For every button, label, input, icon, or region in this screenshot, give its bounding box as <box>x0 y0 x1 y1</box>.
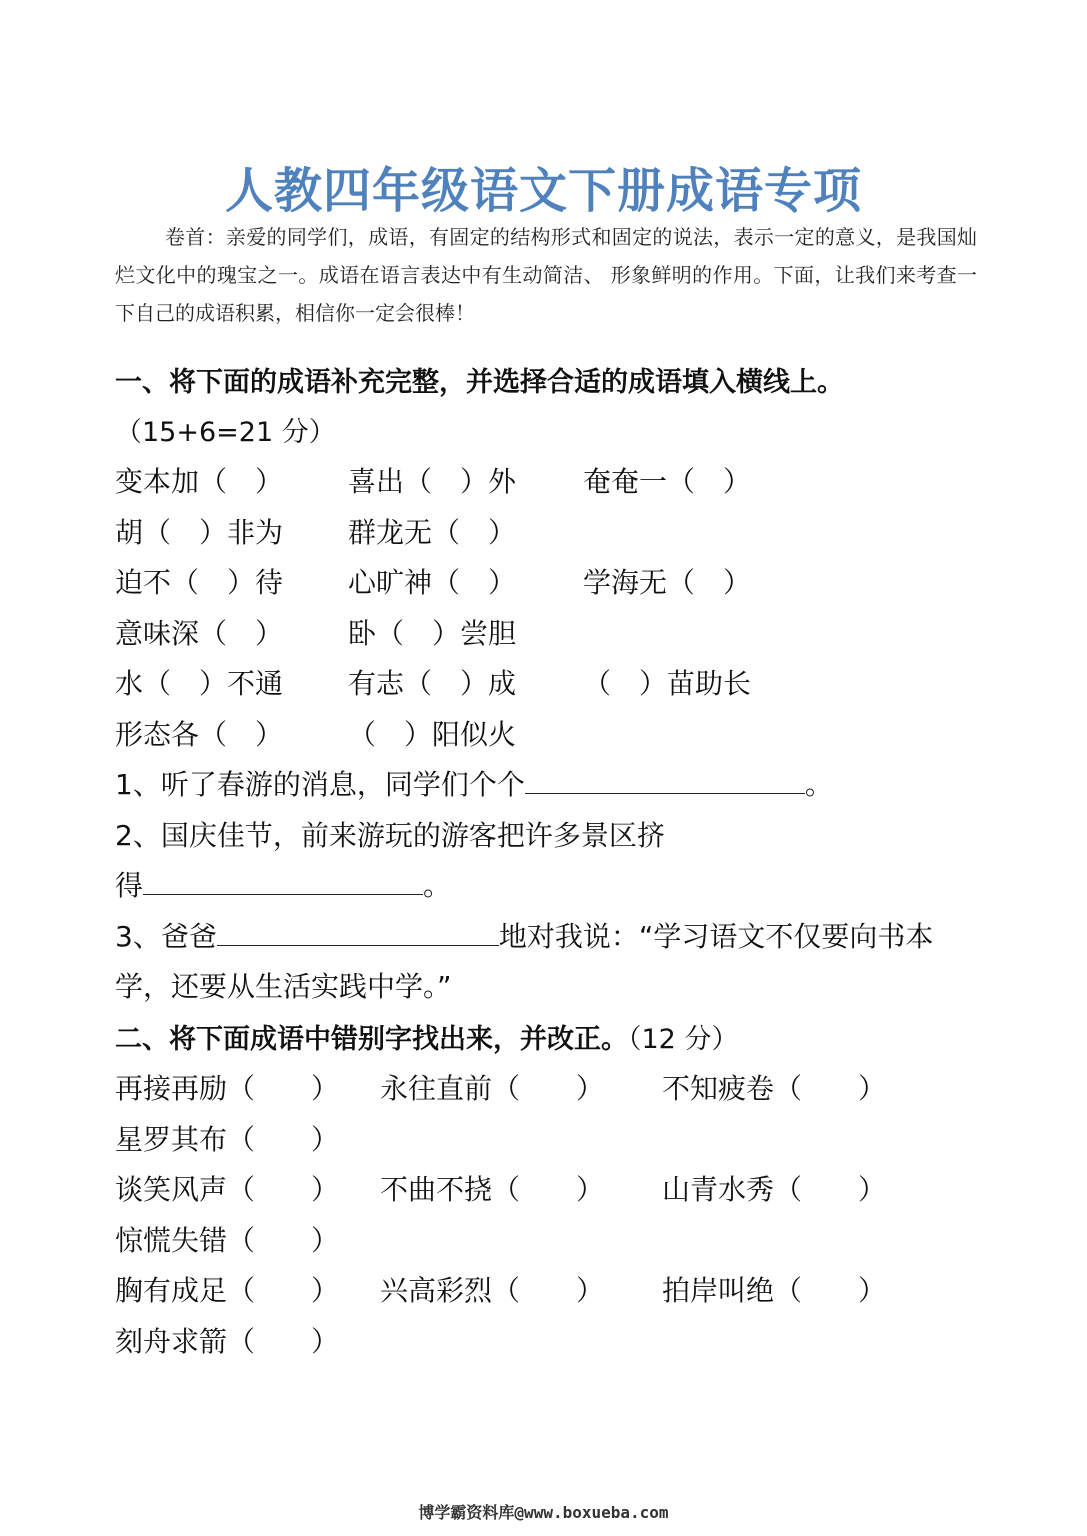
question-3-line2: 学，还要从生活实践中学。” <box>115 970 452 1003</box>
idiom-correction-item: 不知疲卷（ ） <box>662 1072 887 1105</box>
idiom-item: 卧（ ）尝胆 <box>348 617 517 650</box>
idiom-correction-item: 永往直前（ ） <box>380 1072 605 1105</box>
question-2: 2、国庆佳节，前来游玩的游客把许多景区挤 <box>115 819 665 852</box>
footer-source: 博学霸资料库@www.boxueba.com <box>418 1503 669 1522</box>
question-3-prefix: 3、爸爸 <box>115 920 217 953</box>
question-1-prefix: 1、听了春游的消息，同学们个个 <box>115 768 525 801</box>
idiom-correction-item: 再接再励（ ） <box>115 1072 340 1105</box>
idiom-item: （ ）苗助长 <box>583 667 752 700</box>
section1-score <box>115 410 336 449</box>
section2-score: （12 分） <box>628 1024 739 1055</box>
idiom-item: 喜出（ ）外 <box>348 465 517 498</box>
question-1-suffix: 。 <box>804 768 833 801</box>
idiom-item: 有志（ ）成 <box>348 667 517 700</box>
idiom-correction-item: 不曲不挠（ ） <box>380 1173 605 1206</box>
section1-heading: 一、将下面的成语补充完整，并选择合适的成语填入横线上。 <box>115 367 844 398</box>
idiom-item: 迫不（ ）待 <box>115 566 284 599</box>
answer-blank-3[interactable] <box>217 915 499 946</box>
question-1 <box>115 763 833 803</box>
question-2-line2 <box>115 864 451 904</box>
idiom-correction-item: 山青水秀（ ） <box>662 1173 887 1206</box>
idiom-item: 意味深（ ） <box>115 617 284 650</box>
idiom-item: 胡（ ）非为 <box>115 516 284 549</box>
idiom-correction-item: 星罗其布（ ） <box>115 1123 340 1156</box>
idiom-item: 学海无（ ） <box>583 566 752 599</box>
idiom-item: 群龙无（ ） <box>348 516 517 549</box>
idiom-correction-item: 刻舟求箭（ ） <box>115 1325 340 1358</box>
idiom-correction-item: 谈笑风声（ ） <box>115 1173 340 1206</box>
idiom-item: （ ）阳似火 <box>348 718 517 751</box>
question-2-suffix: 。 <box>423 869 452 902</box>
section2-heading-text: 二、将下面成语中错别字找出来，并改正。 <box>115 1024 628 1055</box>
question-3 <box>115 915 933 955</box>
idiom-correction-item: 惊慌失错（ ） <box>115 1224 340 1257</box>
idiom-correction-item: 胸有成足（ ） <box>115 1274 340 1307</box>
intro-paragraph: 卷首：亲爱的同学们，成语，有固定的结构形式和固定的说法，表示一定的意义，是我国灿烂文化中的瑰宝之一。成语在语言表达中有生动简洁、 形象鲜明的作用。下面，让我们来考查一下自己的成语积累，相信你一定会很棒！ <box>115 225 977 325</box>
idiom-item: 心旷神（ ） <box>348 566 517 599</box>
page-title: 人教四年级语文下册成语专项 <box>224 163 862 219</box>
idiom-item: 形态各（ ） <box>115 718 284 751</box>
section2-heading <box>115 1017 738 1056</box>
idiom-correction-item: 拍岸叫绝（ ） <box>662 1274 887 1307</box>
idiom-item: 变本加（ ） <box>115 465 284 498</box>
question-2-line2-prefix: 得 <box>115 869 144 902</box>
section1-score-text: （15+6=21 分） <box>115 417 336 448</box>
idiom-item: 水（ ）不通 <box>115 667 284 700</box>
idiom-item: 奄奄一（ ） <box>583 465 752 498</box>
idiom-correction-item: 兴高彩烈（ ） <box>380 1274 605 1307</box>
question-3-suffix: 地对我说：“学习语文不仅要向书本 <box>498 920 934 953</box>
answer-blank-2[interactable] <box>143 864 423 895</box>
answer-blank-1[interactable] <box>525 763 805 794</box>
